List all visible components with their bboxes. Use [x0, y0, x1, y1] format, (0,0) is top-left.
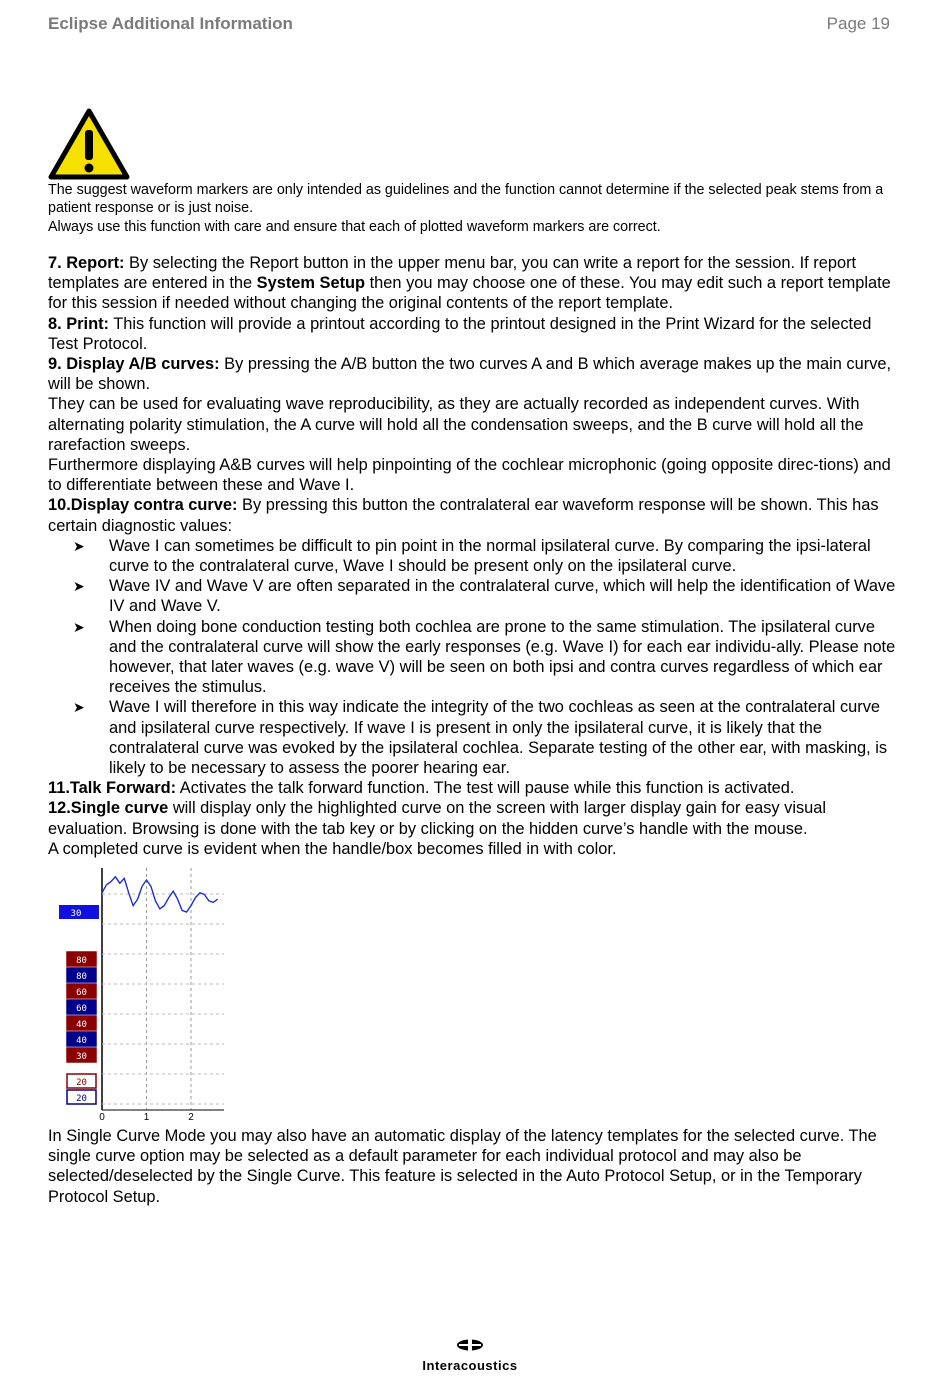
- arrow-bullet-icon: ➤: [73, 578, 85, 595]
- item-print: 8. Print: This function will provide a printout according to the printout designed in the Print Wizard for the selected Test Protocol.: [48, 314, 872, 353]
- item-label: 11.Talk Forward:: [48, 779, 177, 798]
- arrow-bullet-icon: ➤: [73, 618, 85, 635]
- active-handle-label: 30: [70, 909, 82, 919]
- item-contra-curve: 10.Display contra curve: By pressing this button the contralateral ear waveform response will be shown. This has certain diagnostic values:: [48, 496, 879, 535]
- curve-handle-label: 40: [76, 1036, 87, 1046]
- item-ab-curves: 9. Display A/B curves: By pressing the A/B button the two curves A and B which average makes up the main curve, will be shown.: [48, 355, 892, 394]
- arrow-bullet-icon: ➤: [73, 537, 85, 554]
- list-item: ➤ When doing bone conduction testing both cochlea are prone to the same stimulation. The ipsilateral curve and the contralateral curve will show the early responses (e.g. Wave I) for each ear individu-ally. Please note however, that later waves (e.g. wave V) will be seen on both ipsi and contra curves regardless of which ear receives the stimulus.: [73, 617, 896, 697]
- item-talk-forward: 11.Talk Forward: Activates the talk forward function. The test will pause while this function is activated.: [48, 779, 795, 798]
- item-single-curve: 12.Single curve will display only the highlighted curve on the screen with larger display gain for easy visual evaluation. Browsing is done with the tab key or by clicking on the hidden curve’s handle with the mouse.: [48, 799, 827, 838]
- item-label: 8. Print:: [48, 314, 110, 333]
- paragraph: They can be used for evaluating wave reproducibility, as they are actually recorded as independent curves. With alternating polarity stimulation, the A curve will hold all the condensation sweeps, and the B curve will hold all the rarefaction sweeps.: [48, 395, 864, 454]
- item-label: 9. Display A/B curves:: [48, 355, 220, 374]
- x-tick-label: 0: [99, 1112, 105, 1123]
- single-curve-screenshot: [56, 866, 236, 1126]
- paragraph: A completed curve is evident when the handle/box becomes filled in with color.: [48, 839, 617, 858]
- interacoustics-logo-icon: [456, 1339, 484, 1351]
- document-title: Eclipse Additional Information: [48, 14, 293, 33]
- curve-handle-label: 80: [76, 956, 87, 966]
- list-item: ➤ Wave I will therefore in this way indicate the integrity of the two cochleas as seen at the contralateral curve and ipsilateral curve respectively. If wave I is present in only the ipsilateral curve, it is likely that the contralateral curve was evoked by the ipsilateral cochlea. Separate testing of the other ear, with masking, is likely to be necessary to assess the poorer hearing ear.: [73, 698, 888, 778]
- list-item: ➤ Wave IV and Wave V are often separated in the contralateral curve, which will help the identification of Wave IV and Wave V.: [73, 577, 896, 616]
- page-number: Page 19: [826, 14, 890, 33]
- closing-paragraph: In Single Curve Mode you may also have an automatic display of the latency templates for the selected curve. The single curve option may be selected as a default parameter for each individual protocol and may also be selected/deselected by the Single Curve. This feature is selected in the Auto Protocol Setup, or in the Temporary Protocol Setup.: [48, 1127, 877, 1206]
- logo-text: Interacoustics: [422, 1358, 518, 1373]
- caution-line: The suggest waveform markers are only intended as guidelines and the function cannot determine if the selected peak stems from a patient response or is just noise.: [48, 182, 884, 217]
- paragraph: Furthermore displaying A&B curves will help pinpointing of the cochlear microphonic (going opposite direc-tions) and to differentiate between these and Wave I.: [48, 456, 891, 495]
- curve-handle-label: 60: [76, 988, 87, 998]
- curve-handle-label: 80: [76, 972, 87, 982]
- page-header: [48, 14, 890, 38]
- item-label: 7. Report:: [48, 254, 125, 272]
- curve-handle-label: 60: [76, 1004, 87, 1014]
- item-report: 7. Report: By selecting the Report button in the upper menu bar, you can write a report for the session. If report templates are entered in the System Setup then you may choose one of these. You may edit such a report template for this session if needed without changing the original contents of the report template.: [48, 254, 891, 313]
- arrow-bullet-icon: ➤: [73, 699, 85, 716]
- bullet-list: [48, 536, 898, 778]
- caution-note: [48, 181, 898, 236]
- curve-handle-label: 40: [76, 1020, 87, 1030]
- x-tick-label: 1: [143, 1112, 150, 1123]
- interacoustics-logo: [400, 1338, 540, 1372]
- function-descriptions: [48, 253, 898, 859]
- curve-handle-label: 20: [76, 1094, 87, 1104]
- x-tick-label: 2: [188, 1112, 194, 1123]
- curve-handle-label: 30: [76, 1052, 87, 1062]
- item-label: 12.Single curve: [48, 799, 169, 818]
- item-label: 10.Display contra curve:: [48, 496, 238, 515]
- warning-triangle-icon: [48, 108, 130, 180]
- curve-handle-label: 20: [76, 1078, 87, 1088]
- caution-line: Always use this function with care and ensure that each of plotted waveform markers are correct.: [48, 218, 661, 235]
- list-item: ➤ Wave I can sometimes be difficult to pin point in the normal ipsilateral curve. By comparing the ipsi-lateral curve to the contralateral curve, Wave I should be present only on the ipsilateral curve.: [73, 536, 871, 576]
